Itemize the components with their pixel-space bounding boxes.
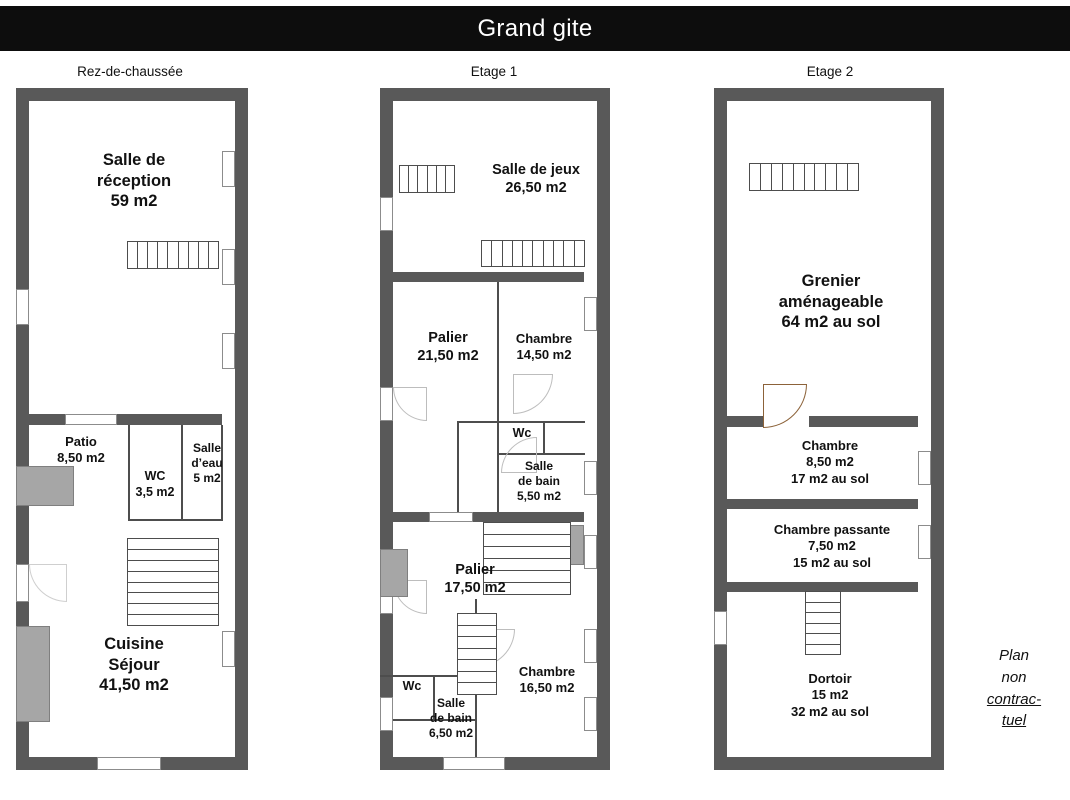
window-right-2 bbox=[222, 249, 235, 285]
room-label-palier-haut: Palier 21,50 m2 bbox=[417, 330, 479, 365]
floor-caption-etage2: Etage 2 bbox=[806, 64, 854, 79]
wall-interior-h2 bbox=[128, 519, 223, 521]
staircase-e2-top bbox=[749, 163, 859, 191]
staircase-e2-lower bbox=[805, 591, 841, 655]
door-swing-e1-2 bbox=[513, 374, 553, 414]
room-label-salle-d-eau: Salle d’eau 5 m2 bbox=[191, 441, 223, 485]
fixture-kitchen-counter bbox=[16, 626, 50, 722]
floor-caption-etage1: Etage 1 bbox=[470, 64, 518, 79]
staircase-e1-upper bbox=[481, 240, 585, 267]
room-label-patio: Patio 8,50 m2 bbox=[57, 434, 105, 466]
window-e2-left-1 bbox=[714, 611, 727, 645]
wall-e1-h3 bbox=[497, 421, 585, 423]
room-label-cuisine-sejour: Cuisine Séjour 41,50 m2 bbox=[99, 635, 169, 695]
room-label-chambre-passante: Chambre passante 7,50 m2 15 m2 au sol bbox=[773, 522, 891, 570]
window-right-1 bbox=[222, 151, 235, 187]
room-label-palier-bas: Palier 17,50 m2 bbox=[444, 562, 506, 597]
floorplan-etage-1 bbox=[380, 88, 610, 770]
window-right-3 bbox=[222, 333, 235, 369]
opening-e1-middle bbox=[429, 512, 473, 522]
room-label-dortoir: Dortoir 15 m2 32 m2 au sol bbox=[790, 671, 870, 719]
floorplan-rez-de-chaussee bbox=[16, 88, 248, 770]
wall-e1-v3 bbox=[543, 421, 545, 455]
staircase-lower bbox=[127, 538, 219, 626]
wall-e1-h2 bbox=[380, 512, 584, 522]
wall-e1-h4 bbox=[457, 421, 499, 423]
floorplan-etage-2 bbox=[714, 88, 944, 770]
door-e1-bottom bbox=[443, 757, 505, 770]
room-label-grenier: Grenier aménageable 64 m2 au sol bbox=[778, 272, 884, 332]
page-title-bar bbox=[0, 6, 1070, 51]
fixture-patio-unit bbox=[16, 466, 74, 506]
footnote-line-1: Plan bbox=[998, 647, 1030, 664]
window-e1-left-1 bbox=[380, 197, 393, 231]
door-bottom bbox=[97, 757, 161, 770]
staircase-e1-top bbox=[399, 165, 455, 193]
room-label-wc: WC 3,5 m2 bbox=[135, 469, 175, 499]
room-label-salle-de-jeux: Salle de jeux 26,50 m2 bbox=[492, 162, 580, 197]
staircase-upper bbox=[127, 241, 219, 269]
wall-e1-v2 bbox=[457, 421, 459, 512]
opening-patio bbox=[65, 414, 117, 425]
window-e1-right-2 bbox=[584, 461, 597, 495]
room-label-salle-de-bain-haut: Salle de bain 5,50 m2 bbox=[516, 459, 562, 503]
wall-e2-h1 bbox=[714, 416, 918, 427]
window-right-4 bbox=[222, 631, 235, 667]
room-label-chambre-haut: Chambre 14,50 m2 bbox=[515, 331, 573, 363]
window-e1-right-1 bbox=[584, 297, 597, 331]
wall-e1-h1 bbox=[380, 272, 584, 282]
room-label-salle-de-bain-bas: Salle de bain 6,50 m2 bbox=[428, 696, 474, 740]
window-e1-right-4 bbox=[584, 629, 597, 663]
room-label-wc-bas: Wc bbox=[402, 679, 422, 693]
window-e2-right-1 bbox=[918, 451, 931, 485]
footnote-line-3: contrac- bbox=[986, 690, 1042, 708]
window-e1-left-4 bbox=[380, 697, 393, 731]
room-label-chambre-bas: Chambre 16,50 m2 bbox=[518, 664, 576, 696]
window-e1-right-5 bbox=[584, 697, 597, 731]
wall-interior-h1 bbox=[16, 414, 222, 425]
floor-caption-rdc: Rez-de-chaussée bbox=[77, 64, 183, 79]
room-label-salle-de-reception: Salle de réception 59 m2 bbox=[96, 151, 172, 211]
room-label-wc-haut: Wc bbox=[512, 426, 532, 440]
footnote-plan-non-contractuel bbox=[972, 645, 1056, 732]
window-e1-right-3 bbox=[584, 535, 597, 569]
room-label-chambre-e2: Chambre 8,50 m2 17 m2 au sol bbox=[790, 438, 870, 486]
door-left-1 bbox=[16, 564, 29, 602]
fixture-e1-block bbox=[380, 549, 408, 597]
footnote-line-4: tuel bbox=[1001, 712, 1027, 730]
door-swing-left-1 bbox=[29, 564, 67, 602]
footnote-line-2: non bbox=[1001, 668, 1027, 686]
page-title: Grand gite bbox=[477, 14, 593, 42]
wall-e2-h2 bbox=[714, 499, 918, 509]
staircase-e1-lower bbox=[457, 613, 497, 695]
window-left-1 bbox=[16, 289, 29, 325]
door-swing-e1-1 bbox=[393, 387, 427, 421]
window-e1-left-2 bbox=[380, 387, 393, 421]
